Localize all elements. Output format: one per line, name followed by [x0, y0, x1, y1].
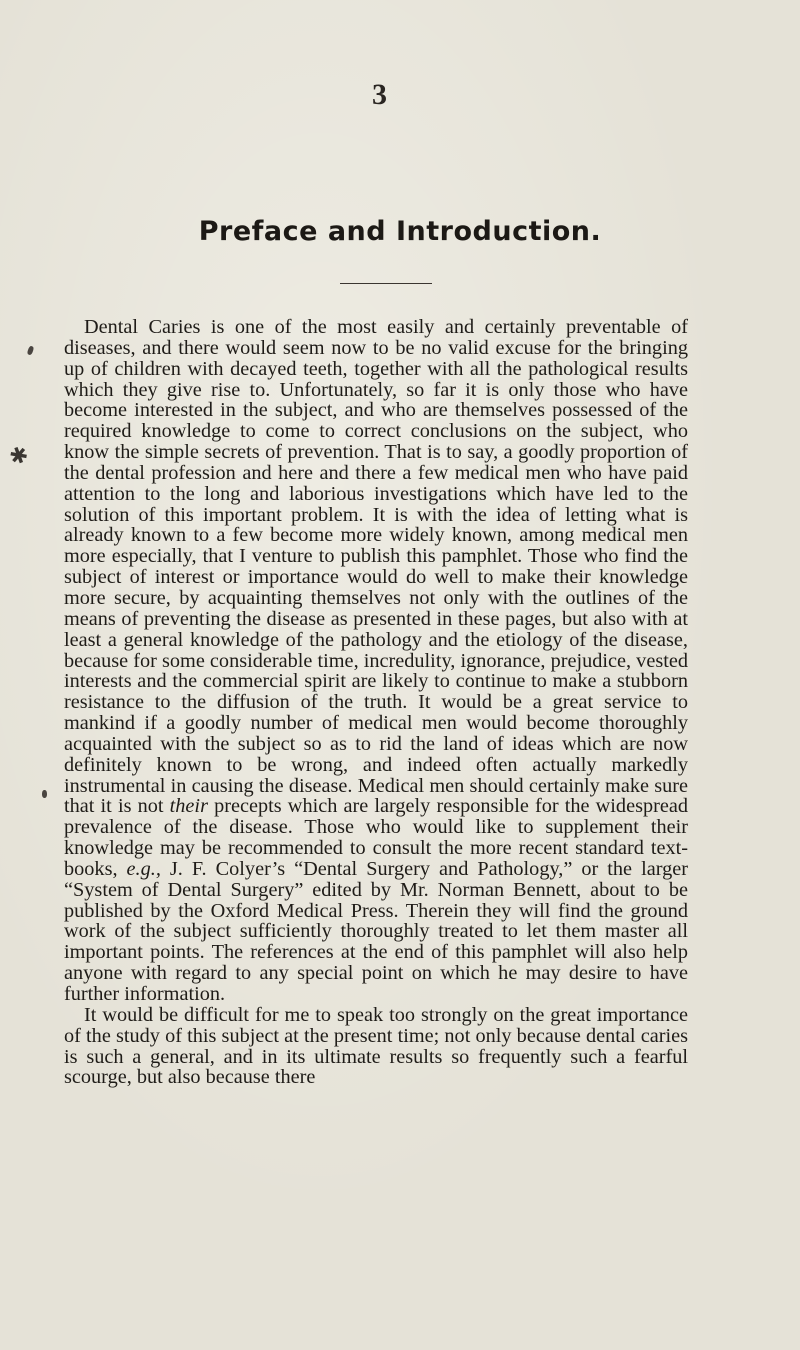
text-run: precepts which are largely responsible for the widespread prevalence of the disease. Those who would like to supplement their knowledge may be recommended to consult the more recent standard text-books, — [64, 795, 688, 880]
page-number: 3 — [372, 78, 387, 111]
paragraph — [64, 317, 688, 1005]
text-run: J. F. Colyer’s “Dental Surgery and Pathology,” or the larger “System of Dental Surgery” edited by Mr. Norman Bennett, about to be published by the Oxford Medical Press. Therein they will find the ground work of the subject sufficiently thoroughly treated to let them master all important points. The references at the end of this pamphlet will also help anyone with regard to any special point on which he may desire to have further information. — [64, 857, 688, 1005]
margin-blemish — [27, 345, 35, 355]
body-text — [64, 317, 688, 1088]
title-rule — [340, 283, 432, 284]
margin-blemish — [42, 790, 47, 798]
paragraph — [64, 1005, 688, 1088]
italic-text-run: their — [169, 795, 208, 818]
margin-asterisk-mark: ✱ — [6, 441, 33, 472]
text-run: Dental Caries is one of the most easily and certainly preventable of diseases, and there would seem now to be no valid excuse for the bringing up of children with decayed teeth, together with all the pathological results which they give rise to. Unfortunately, so far it is only those who have become interested in the subject, and who are themselves possessed of the required knowledge to come to correct conclusions on the subject, who know the simple secrets of prevention. That is to say, a goodly proportion of the dental profession and here and there a few medical men who have paid attention to the long and laborious investigations which have led to the solution of this important problem. It is with the idea of letting what is already known to a few become more widely known, among medical men more especially, that I venture to publish this pamphlet. Those who find the subject of interest or importance would do well to make their knowledge more secure, by acquainting themselves not only with the outlines of the means of preventing the disease as presented in these pages, but also with at least a general knowledge of the pathology and the etiology of the disease, because for some considerable time, incredulity, ignorance, prejudice, vested interests and the commercial spirit are likely to continue to make a stubborn resistance to the diffusion of the truth. It would be a great service to mankind if a goodly number of medical men would become thoroughly acquainted with the subject so as to rid the land of ideas which are now definitely known to be wrong, and indeed often actually markedly instrumental in causing the disease. Medical men should certainly make sure that it is not — [64, 316, 688, 818]
page-title: Preface and Introduction. — [198, 216, 602, 247]
italic-text-run: e.g., — [126, 857, 161, 880]
text-run: It would be difficult for me to speak too strongly on the great importance of the study of this subject at the present time; not only because dental caries is such a general, and in its ultimate results so frequently such a fearful scourge, but also because there — [64, 1003, 688, 1089]
